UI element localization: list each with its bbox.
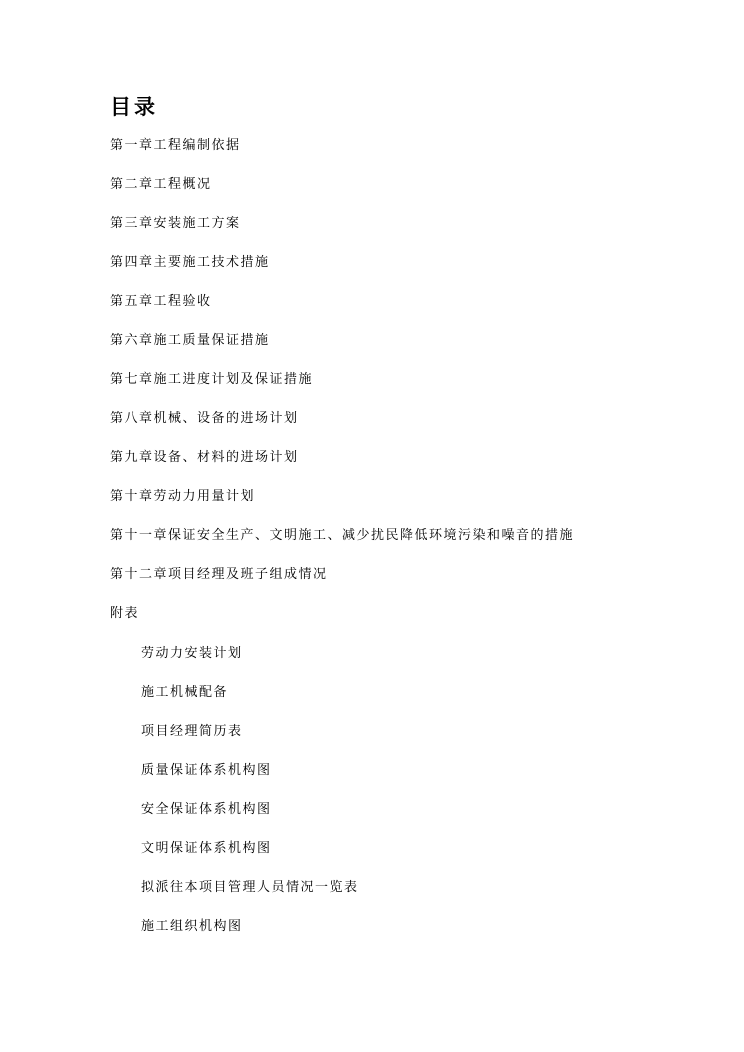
toc-chapter-6: 第六章施工质量保证措施	[110, 333, 270, 348]
appendix-label: 附表	[110, 606, 140, 621]
appendix-item-1: 劳动力安装计划	[141, 646, 243, 661]
toc-chapter-2: 第二章工程概况	[110, 177, 212, 192]
appendix-item-6: 文明保证体系机构图	[141, 841, 272, 856]
appendix-item-4: 质量保证体系机构图	[141, 763, 272, 778]
appendix-item-3: 项目经理简历表	[141, 724, 243, 739]
toc-chapter-8: 第八章机械、设备的进场计划	[110, 411, 299, 426]
appendix-item-5: 安全保证体系机构图	[141, 802, 272, 817]
toc-chapter-3: 第三章安装施工方案	[110, 216, 241, 231]
appendix-item-8: 施工组织机构图	[141, 919, 243, 934]
toc-chapter-7: 第七章施工进度计划及保证措施	[110, 372, 314, 387]
appendix-item-2: 施工机械配备	[141, 685, 229, 700]
appendix-item-7: 拟派往本项目管理人员情况一览表	[141, 880, 359, 895]
page-title: 目录	[110, 94, 158, 119]
toc-chapter-11: 第十一章保证安全生产、文明施工、减少扰民降低环境污染和噪音的措施	[110, 528, 575, 543]
toc-chapter-1: 第一章工程编制依据	[110, 138, 241, 153]
toc-chapter-9: 第九章设备、材料的进场计划	[110, 450, 299, 465]
toc-chapter-10: 第十章劳动力用量计划	[110, 489, 256, 504]
toc-chapter-5: 第五章工程验收	[110, 294, 212, 309]
toc-chapter-12: 第十二章项目经理及班子组成情况	[110, 567, 328, 582]
toc-chapter-4: 第四章主要施工技术措施	[110, 255, 270, 270]
